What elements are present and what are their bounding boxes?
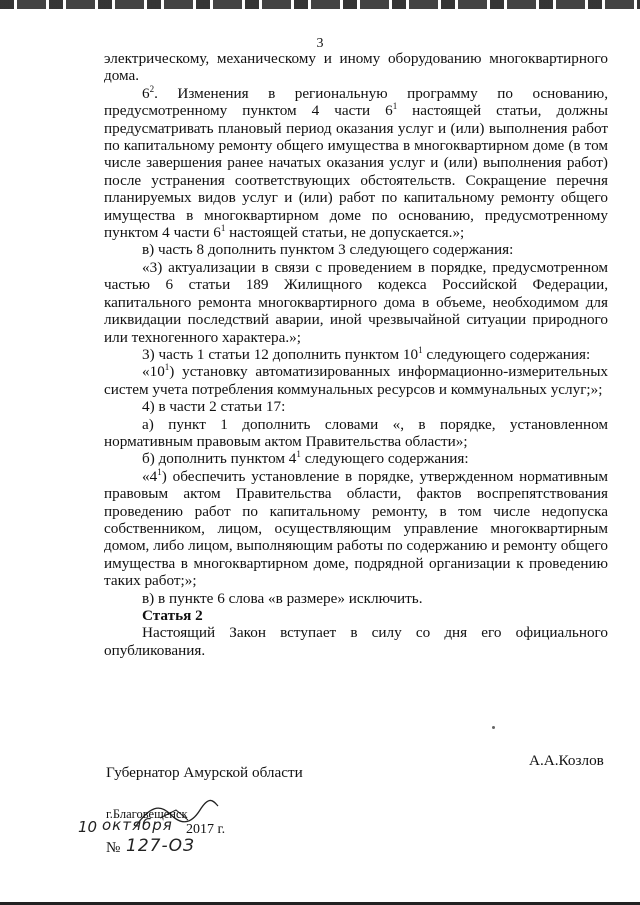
paragraph-5: 3) часть 1 статьи 12 дополнить пунктом $10^1$ следующего содержания: <box>142 344 591 363</box>
paragraph-9: б) дополнить пунктом $4^1$ следующего содержания: <box>142 449 469 468</box>
place-of-signing: г.Благовещенск <box>106 807 188 821</box>
date-month: октября <box>102 816 173 834</box>
paragraph-8: а) пункт 1 дополнить словами «, в порядке, установленном нормативным правовым актом Правительства области»; <box>104 415 608 450</box>
paragraph-3: в) часть 8 дополнить пунктом 3 следующего содержания: <box>142 241 514 259</box>
date-day: 10 <box>78 818 98 836</box>
paragraph-4: «3) актуализации в связи с проведением в порядке, предусмотренном частью 6 статьи 189 Жилищного кодекса Российской Федерации, капитального ремонта многоквартирного дома в объеме, необходимом для ликвидации последствий аварии, иной чрезвычайной ситуации природного или техногенного характера.»; <box>104 258 608 346</box>
governor-name: А.А.Козлов <box>529 752 604 769</box>
law-number <box>106 836 226 862</box>
paragraph-10: «$4^1$) обеспечить установление в порядке, утвержденном нормативным правовым актом Правительства области, фактов воспрепятствования проведению работ по капитальному ремонту, в том числе недопуска собственником, лицом, осуществляющим управление многоквартирным домом, либо лицом, выполняющим работы по содержанию и ремонту общего имущества в многоквартирном доме, подрядной организации к проведению таких работ;»; <box>104 466 608 590</box>
page-number: 3 <box>316 36 324 51</box>
scan-edge-top <box>0 0 640 9</box>
date-year: 2017 г. <box>186 822 226 837</box>
article-2-heading: Статья 2 <box>142 607 203 624</box>
paragraph-1: электрическому, механическому и иному оборудованию многоквартирного дома. <box>104 50 608 85</box>
paragraph-6: «$10^1$) установку автоматизированных информационно-измерительных систем учета потребления коммунальных ресурсов и коммунальных услуг;»; <box>104 362 608 398</box>
paragraph-2: $6^2$. Изменения в региональную программу по основанию, предусмотренному пунктом 4 части $6^1$ настоящей статьи, должны предусматривать плановый период оказания услуг и (или) выполнения работ по капитальному ремонту общего имущества в многоквартирном доме (в том числе завершения ранее начатых оказания услуг и (или) выполнения работ) после устранения соответствующих обстоятельств. Сокращение перечня планируемых видов услуг и (или) работ по капитальному ремонту общего имущества в многоквартирном доме по основанию, предусмотренному пунктом 4 части $6^1$ настоящей статьи, не допускается.»; <box>104 83 608 242</box>
number-sign: № <box>106 840 121 856</box>
paragraph-11: в) в пункте 6 слова «в размере» исключить. <box>142 589 423 607</box>
number-value: 127-ОЗ <box>126 836 195 856</box>
scan-speck <box>492 726 495 729</box>
article-2-text: Настоящий Закон вступает в силу со дня его официального опубликования. <box>104 624 608 659</box>
governor-title: Губернатор Амурской области <box>106 764 303 781</box>
document-body <box>104 50 608 659</box>
paragraph-7: 4) в части 2 статьи 17: <box>142 398 286 416</box>
